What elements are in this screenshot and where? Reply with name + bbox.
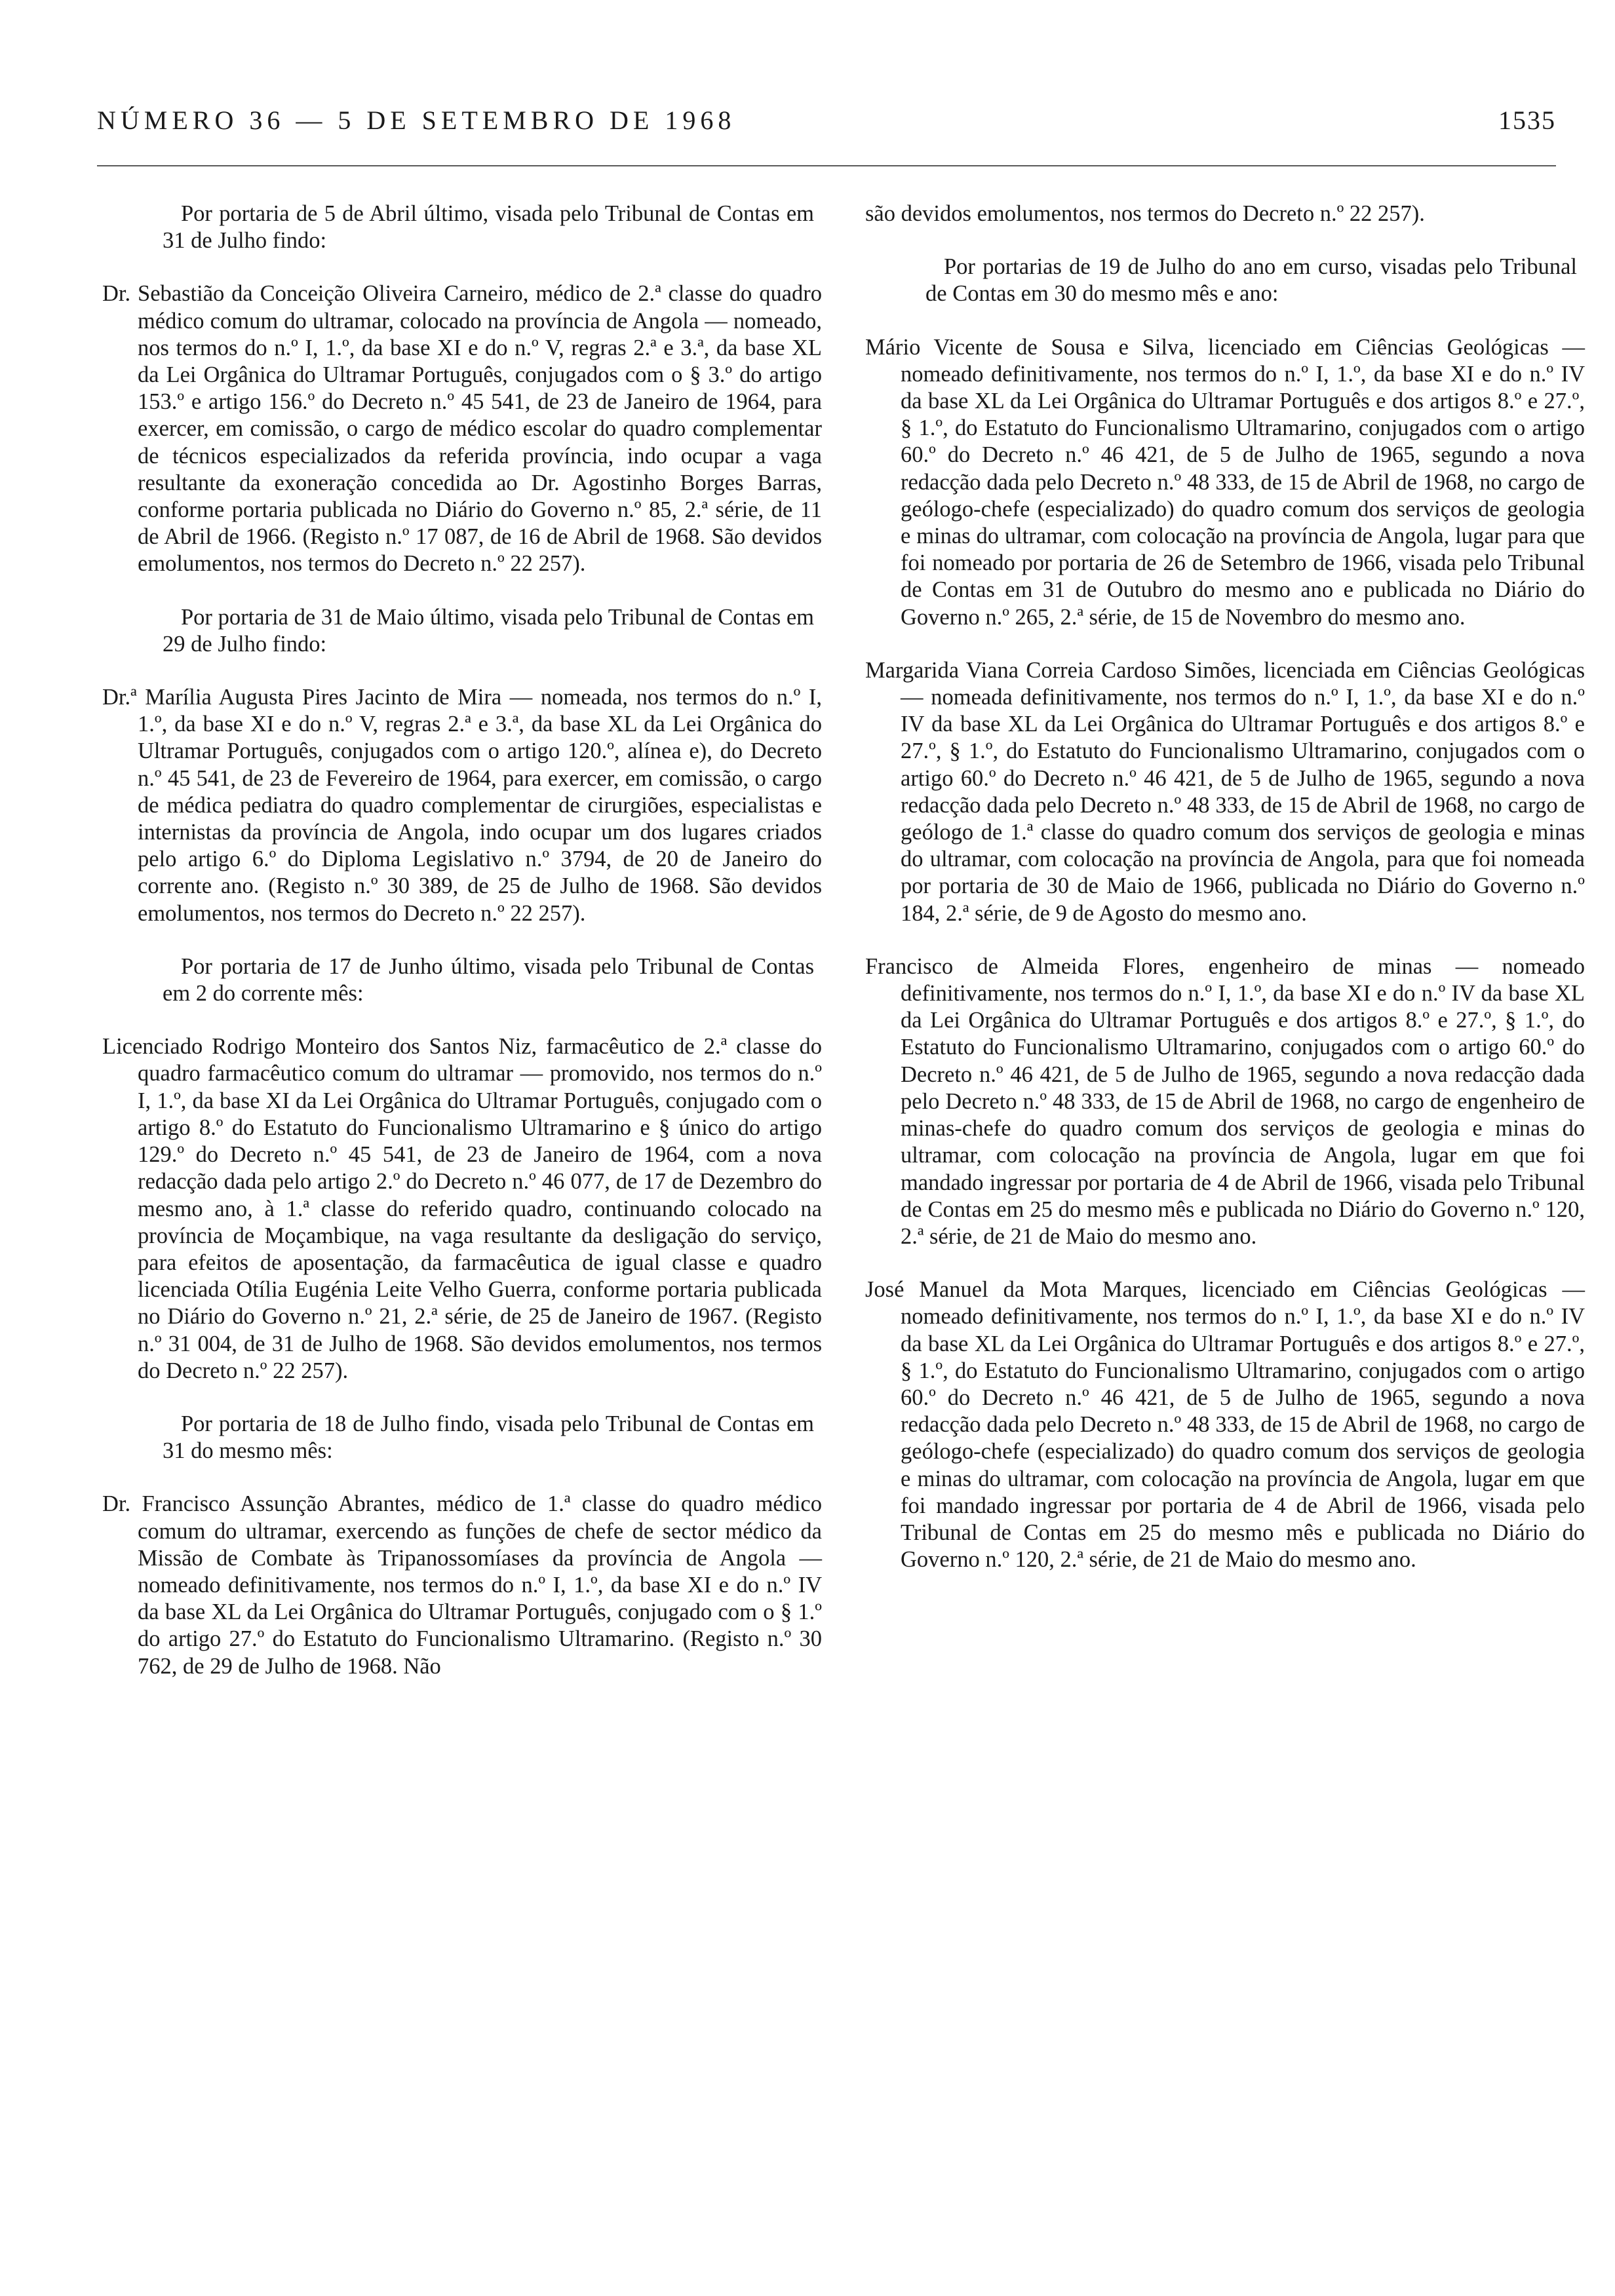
right-column [865, 201, 1585, 1573]
appointment-entry: Margarida Viana Correia Cardoso Simões, licenciada em Ciências Geológicas — nomeada definitivamente, nos termos do n.º I, 1.º, da base XI e do n.º IV da base XL da Lei Orgânica do Ultramar Português e dos artigos 8.º e 27.º, § 1.º, do Estatuto do Funcionalismo Ultramarino, conjugados com o artigo 60.º do Decreto n.º 46 421, de 5 de Julho de 1965, segundo a nova redacção dada pelo Decreto n.º 48 333, de 15 de Abril de 1968, no cargo de geólogo de 1.ª classe do quadro comum dos serviços de geologia e minas do ultramar, com colocação na província de Angola, para que foi nomeada por portaria de 30 de Maio de 1966, publicada no Diário do Governo n.º 184, 2.ª série, de 9 de Agosto do mesmo ano. [865, 657, 1585, 926]
portaria-intro: Por portaria de 5 de Abril último, visada pelo Tribunal de Contas em 31 de Julho findo: [163, 201, 814, 254]
page-header [97, 105, 1556, 136]
appointment-entry: Dr. Francisco Assunção Abrantes, médico de 1.ª classe do quadro médico comum do ultramar, exercendo as funções de chefe de sector médico da Missão de Combate às Tripanossomíases da província de Angola — nomeado definitivamente, nos termos do n.º I, 1.º, da base XI e do n.º IV da base XL da Lei Orgânica do Ultramar Português, conjugado com o § 1.º do artigo 27.º do Estatuto do Funcionalismo Ultramarino. (Registo n.º 30 762, de 29 de Julho de 1968. Não [102, 1491, 822, 1679]
appointment-entry: Dr.ª Marília Augusta Pires Jacinto de Mira — nomeada, nos termos do n.º I, 1.º, da base XI e do n.º V, regras 2.ª e 3.ª, da base XL da Lei Orgânica do Ultramar Português, conjugados com o artigo 120.º, alínea e), do Decreto n.º 45 541, de 23 de Fevereiro de 1964, para exercer, em comissão, o cargo de médica pediatra do quadro complementar de cirurgiões, especialistas e internistas da província de Angola, indo ocupar um dos lugares criados pelo artigo 6.º do Diploma Legislativo n.º 3794, de 20 de Janeiro do corrente ano. (Registo n.º 30 389, de 25 de Julho de 1968. São devidos emolumentos, nos termos do Decreto n.º 22 257). [102, 685, 822, 926]
portaria-intro: Por portaria de 17 de Junho último, visada pelo Tribunal de Contas em 2 do corrente mês: [163, 953, 814, 1006]
left-column [102, 201, 822, 1680]
portaria-intro: Por portaria de 18 de Julho findo, visada pelo Tribunal de Contas em 31 do mesmo mês: [163, 1411, 814, 1464]
appointment-entry: Mário Vicente de Sousa e Silva, licenciado em Ciências Geológicas — nomeado definitivamente, nos termos do n.º I, 1.º, da base XI e do n.º IV da base XL da Lei Orgânica do Ultramar Português e dos artigos 8.º e 27.º, § 1.º, do Estatuto do Funcionalismo Ultramarino, conjugados com o artigo 60.º do Decreto n.º 46 421, de 5 de Julho de 1965, segundo a nova redacção dada pelo Decreto n.º 48 333, de 15 de Abril de 1968, no cargo de geólogo-chefe (especializado) do quadro comum dos serviços de geologia e minas do ultramar, com colocação na província de Angola, lugar para que foi nomeado por portaria de 26 de Setembro de 1966, visada pelo Tribunal de Contas em 31 de Outubro do mesmo ano e publicada no Diário do Governo n.º 265, 2.ª série, de 15 de Novembro do mesmo ano. [865, 334, 1585, 630]
appointment-entry: Dr. Sebastião da Conceição Oliveira Carneiro, médico de 2.ª classe do quadro médico comum do ultramar, colocado na província de Angola — nomeado, nos termos do n.º I, 1.º, da base XI e do n.º V, regras 2.ª e 3.ª, da base XL da Lei Orgânica do Ultramar Português, conjugados com o § 3.º do artigo 153.º e artigo 156.º do Decreto n.º 45 541, de 23 de Janeiro de 1964, para exercer, em comissão, o cargo de médico escolar do quadro complementar de técnicos especializados da referida província, indo ocupar a vaga resultante da exoneração concedida ao Dr. Agostinho Borges Barras, conforme portaria publicada no Diário do Governo n.º 85, 2.ª série, de 11 de Abril de 1966. (Registo n.º 17 087, de 16 de Abril de 1968. São devidos emolumentos, nos termos do Decreto n.º 22 257). [102, 281, 822, 577]
appointment-entry: Francisco de Almeida Flores, engenheiro de minas — nomeado definitivamente, nos termos do n.º I, 1.º, da base XI e do n.º IV da base XL da Lei Orgânica do Ultramar Português e dos artigos 8.º e 27.º, § 1.º, do Estatuto do Funcionalismo Ultramarino, conjugados com o artigo 60.º do Decreto n.º 46 421, de 5 de Julho de 1965, segundo a nova redacção dada pelo Decreto n.º 48 333, de 15 de Abril de 1968, no cargo de engenheiro de minas-chefe do quadro comum dos serviços de geologia e minas do ultramar, com colocação na província de Angola, lugar em que foi mandado ingressar por portaria de 4 de Abril de 1966, visada pelo Tribunal de Contas em 25 do mesmo mês e publicada no Diário do Governo n.º 120, 2.ª série, de 21 de Maio do mesmo ano. [865, 953, 1585, 1249]
portaria-intro: Por portaria de 31 de Maio último, visada pelo Tribunal de Contas em 29 de Julho findo: [163, 604, 814, 657]
continued-text: são devidos emolumentos, nos termos do Decreto n.º 22 257). [865, 201, 1425, 226]
header-rule [97, 165, 1556, 166]
appointment-entry: Licenciado Rodrigo Monteiro dos Santos Niz, farmacêutico de 2.ª classe do quadro farmacêutico comum do ultramar — promovido, nos termos do n.º I, 1.º, da base XI da Lei Orgânica do Ultramar Português, conjugado com o artigo 8.º do Estatuto do Funcionalismo Ultramarino e § único do artigo 129.º do Decreto n.º 45 541, de 23 de Janeiro de 1964, com a nova redacção dada pelo artigo 2.º do Decreto n.º 46 077, de 17 de Dezembro do mesmo ano, à 1.ª classe do referido quadro, continuando colocado na província de Moçambique, na vaga resultante da desligação do serviço, para efeitos de aposentação, da farmacêutica de igual classe e quadro licenciada Otília Eugénia Leite Velho Guerra, conforme portaria publicada no Diário do Governo n.º 21, 2.ª série, de 25 de Janeiro de 1967. (Registo n.º 31 004, de 31 de Julho de 1968. São devidos emolumentos, nos termos do Decreto n.º 22 257). [102, 1034, 822, 1383]
issue-title: NÚMERO 36 — 5 DE SETEMBRO DE 1968 [97, 105, 736, 135]
appointment-entry: José Manuel da Mota Marques, licenciado em Ciências Geológicas — nomeado definitivamente, nos termos do n.º I, 1.º, da base XI e do n.º IV da base XL da Lei Orgânica do Ultramar Português e dos artigos 8.º e 27.º, § 1.º, do Estatuto do Funcionalismo Ultramarino, conjugados com o artigo 60.º do Decreto n.º 46 421, de 5 de Julho de 1965, segundo a nova redacção dada pelo Decreto n.º 48 333, de 15 de Abril de 1968, no cargo de geólogo-chefe (especializado) do quadro comum dos serviços de geologia e minas do ultramar, com colocação na província de Angola, lugar em que foi mandado ingressar por portaria de 4 de Abril de 1966, visada pelo Tribunal de Contas em 25 do mesmo mês e publicada no Diário do Governo n.º 120, 2.ª série, de 21 de Maio do mesmo ano. [865, 1277, 1585, 1573]
portaria-intro: Por portarias de 19 de Julho do ano em curso, visadas pelo Tribunal de Contas em 30 do mesmo mês e ano: [925, 254, 1577, 307]
page-number: 1535 [1498, 105, 1556, 135]
